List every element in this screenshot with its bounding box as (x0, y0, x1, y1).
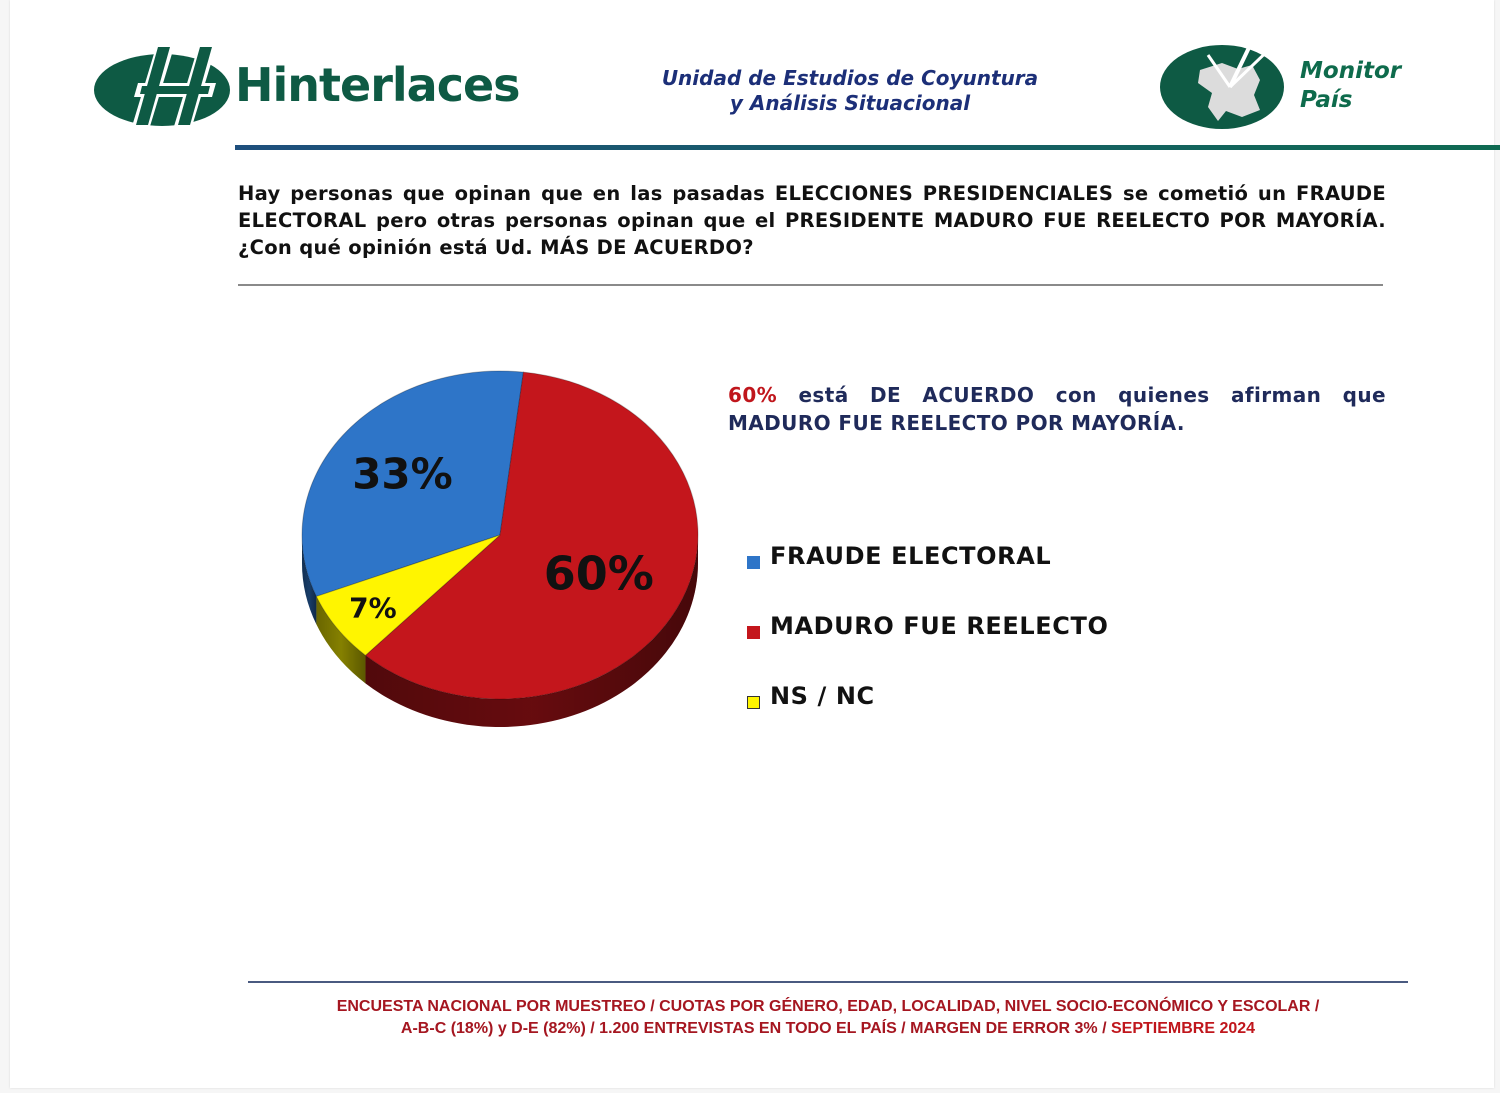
unit-title (640, 66, 1060, 116)
legend-swatch (747, 556, 760, 569)
legend-swatch (747, 626, 760, 639)
footer-divider (248, 981, 1408, 983)
monitor-pais-logo-icon (1160, 25, 1300, 145)
key-finding (728, 381, 1386, 437)
legend-swatch (747, 696, 760, 709)
methodology-footer (248, 996, 1408, 1040)
pie-label-2: 7% (349, 591, 397, 625)
question-divider (238, 284, 1383, 286)
monitor-line1: Monitor (1300, 58, 1402, 84)
survey-question: Hay personas que opinan que en las pasadas ELECCIONES PRESIDENCIALES se cometió un FRAUDE ELECTORAL pero otras personas opinan que el PRESIDENTE MADURO FUE REELECTO POR MAYORÍA. ¿Con qué opinión está Ud. MÁS DE ACUERDO? (238, 182, 1386, 259)
footer-line2 (248, 1018, 1408, 1040)
key-finding-percent: 60% (728, 383, 778, 407)
legend-label: MADURO FUE REELECTO (770, 612, 1109, 640)
pie-label-0: 33% (352, 449, 453, 499)
monitor-pais-text (1300, 57, 1401, 115)
legend-label: NS / NC (770, 682, 875, 710)
pie-label-1: 60% (543, 546, 654, 601)
footer-line2-text: A-B-C (18%) y D-E (82%) / 1.200 ENTREVISTAS EN TODO EL PAÍS / MARGEN DE ERROR 3% / (400, 1020, 1107, 1037)
legend-label: FRAUDE ELECTORAL (770, 542, 1052, 570)
hinterlaces-logo-icon (90, 45, 250, 135)
header-divider (235, 145, 1500, 150)
unit-title-line2: y Análisis Situacional (729, 91, 971, 115)
brand-name: Hinterlaces (235, 58, 520, 112)
slide (10, 0, 1494, 1088)
pie-chart (290, 365, 730, 765)
unit-title-line1: Unidad de Estudios de Coyuntura (661, 66, 1039, 90)
key-finding-text: está DE ACUERDO con quienes afirman que MADURO FUE REELECTO POR MAYORÍA. (728, 383, 1386, 435)
footer-line1: ENCUESTA NACIONAL POR MUESTREO / CUOTAS POR GÉNERO, EDAD, LOCALIDAD, NIVEL SOCIO-ECONÓMICO Y ESCOLAR / (336, 998, 1320, 1015)
monitor-line2: País (1300, 87, 1353, 113)
pie-slices (302, 371, 698, 699)
survey-date: SEPTIEMBRE 2024 (1111, 1020, 1256, 1037)
